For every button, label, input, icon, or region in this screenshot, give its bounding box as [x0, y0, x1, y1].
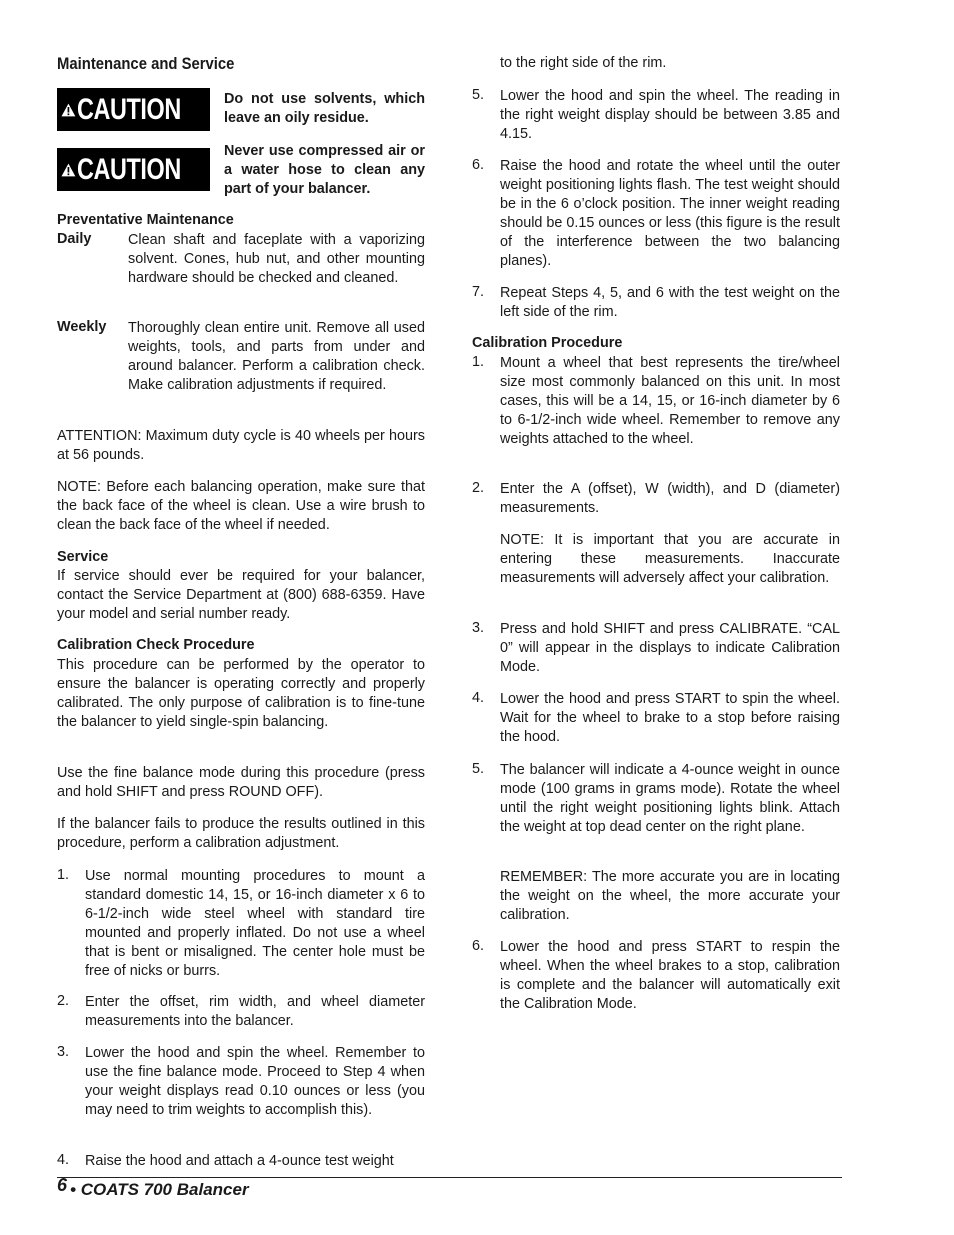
weekly-term: Weekly: [57, 319, 107, 335]
page-footer: [57, 1175, 249, 1200]
subsection-heading: Calibration Check Procedure: [57, 637, 255, 653]
step-number: 5.: [472, 761, 485, 777]
subsection-heading: Service: [57, 549, 109, 565]
note-paragraph: NOTE: Before each balancing operation, make sure that the back face of the wheel is clean. Use a wire brush to clean the back face of the wheel if needed.: [57, 479, 425, 533]
step-number: 6.: [472, 157, 485, 173]
step-number: 3.: [472, 620, 485, 636]
daily-term: Daily: [57, 231, 92, 247]
caution-word: CAUTION: [76, 152, 181, 186]
step-number: 1.: [57, 867, 70, 883]
step-text: Repeat Steps 4, 5, and 6 with the test weight on the left side of the rim.: [500, 285, 840, 320]
subsection-heading: Calibration Procedure: [472, 335, 623, 351]
step-text: Mount a wheel that best represents the tire/wheel size most commonly balanced on this unit. In most cases, this will be a 14, 15, or 16-inch diameter by 6 to 6-1/2-inch wide wheel. Remember to remove any weights attached to the wheel.: [500, 355, 840, 447]
service-paragraph: If service should ever be required for your balancer, contact the Service Department at (800) 688-6359. Have your model and serial number ready.: [57, 568, 425, 622]
step-number: 1.: [472, 354, 485, 370]
caution-text: Never use compressed air or a water hose to clean any part of your balancer.: [224, 143, 425, 197]
step-text: Raise the hood and rotate the wheel until the outer weight positioning lights flash. The test weight should be in the 6 o’clock position. The inner weight reading should be 0.15 ounces or less (this figure is the result of the interference between the two balancing planes).: [500, 158, 840, 269]
calcheck-paragraph: This procedure can be performed by the operator to ensure the balancer is operating correctly and properly calibrated. The only purpose of calibration is to fine-tune the balancer to yield single-spin balancing.: [57, 657, 425, 730]
step-text: Raise the hood and attach a 4-ounce test weight: [85, 1153, 394, 1169]
weekly-text: Thoroughly clean entire unit. Remove all used weights, tools, and parts from under and around balancer. Perform a calibration check. Make calibration adjustments if required.: [128, 320, 425, 393]
calcheck-paragraph: If the balancer fails to produce the results outlined in this procedure, perform a calibration adjustment.: [57, 816, 425, 851]
section-title: Maintenance and Service: [57, 55, 235, 73]
step-number: 2.: [472, 480, 485, 496]
footer-rule: [57, 1177, 842, 1178]
warning-triangle-icon: [61, 96, 76, 124]
step-number: 6.: [472, 938, 485, 954]
subsection-heading: Preventative Maintenance: [57, 212, 234, 228]
step-text: Lower the hood and press START to respin the wheel. When the wheel brakes to a stop, calibration is complete and the balancer will automatically exit the Calibration Mode.: [500, 939, 840, 1012]
caution-label: [57, 88, 210, 131]
step-text: Lower the hood and spin the wheel. The reading in the right weight display should be between 3.85 and 4.15.: [500, 88, 840, 142]
step-note: REMEMBER: The more accurate you are in locating the weight on the wheel, the more accurate your calibration.: [500, 869, 840, 923]
step-number: 4.: [57, 1152, 70, 1168]
step-text: Use normal mounting procedures to mount a standard domestic 14, 15, or 16-inch diameter x 6 to 6-1/2-inch wide steel wheel with standard tire mounted and properly inflated. Do not use a wheel that is bent or misaligned. The center hole must be free of nicks or burrs.: [85, 868, 425, 979]
step-text: Enter the offset, rim width, and wheel diameter measurements into the balancer.: [85, 994, 425, 1029]
caution-label: [57, 148, 210, 191]
step-number: 4.: [472, 690, 485, 706]
daily-text: Clean shaft and faceplate with a vaporizing solvent. Cones, hub nut, and other mounting hardware should be checked and cleaned.: [128, 232, 425, 286]
step-text: The balancer will indicate a 4-ounce weight in ounce mode (100 grams in grams mode). Rotate the wheel until the right weight positioning lights blink. Attach the weight at top dead center on the right plane.: [500, 762, 840, 835]
step-note: NOTE: It is important that you are accurate in entering these measurements. Inaccurate measurements will adversely affect your calibration.: [500, 532, 840, 586]
caution-word: CAUTION: [76, 92, 181, 126]
step-text: Lower the hood and spin the wheel. Remember to use the fine balance mode. Proceed to Step 4 when your weight displays read 0.10 ounces or less (you may need to trim weights to accomplish this).: [85, 1045, 425, 1118]
step-text: Press and hold SHIFT and press CALIBRATE. “CAL 0” will appear in the displays to indicate Calibration Mode.: [500, 621, 840, 675]
step-number: 5.: [472, 87, 485, 103]
caution-text: Do not use solvents, which leave an oily residue.: [224, 91, 425, 126]
attention-paragraph: ATTENTION: Maximum duty cycle is 40 wheels per hours at 56 pounds.: [57, 428, 425, 463]
warning-triangle-icon: [61, 156, 76, 184]
step-number: 3.: [57, 1044, 70, 1060]
step-text: to the right side of the rim.: [500, 55, 667, 71]
footer-title: • COATS 700 Balancer: [70, 1180, 249, 1199]
page-number: 6: [57, 1175, 68, 1195]
step-text: Lower the hood and press START to spin the wheel. Wait for the wheel to brake to a stop before raising the hood.: [500, 691, 840, 745]
step-text: Enter the A (offset), W (width), and D (diameter) measurements.: [500, 481, 840, 516]
calcheck-paragraph: Use the fine balance mode during this procedure (press and hold SHIFT and press ROUND OFF).: [57, 765, 425, 800]
step-number: 2.: [57, 993, 70, 1009]
step-number: 7.: [472, 284, 485, 300]
